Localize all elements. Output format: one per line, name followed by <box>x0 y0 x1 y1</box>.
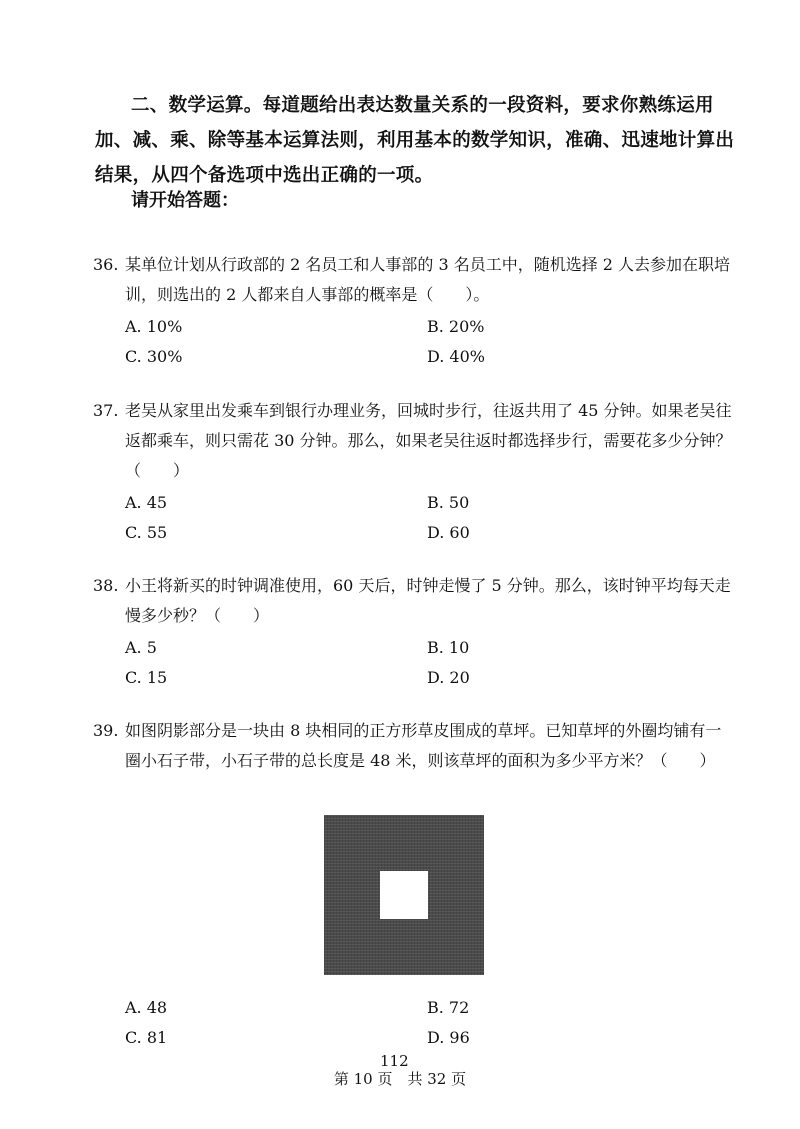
lawn-center-hole <box>380 871 428 919</box>
intro-paragraph: 二、数学运算。每道题给出表达数量关系的一段资料，要求你熟练运用加、减、乘、除等基本运算法则，利用基本的数学知识，准确、迅速地计算出结果，从四个备选项中选出正确的一项。 <box>95 95 735 186</box>
option-d[interactable]: D. 40% <box>427 347 485 366</box>
start-label: 请开始答题： <box>131 190 239 211</box>
option-a[interactable]: A. 48 <box>125 998 168 1017</box>
question-number: 38. <box>93 576 119 595</box>
page-footer: 第 10 页 共 32 页 <box>333 1070 467 1088</box>
option-b[interactable]: B. 50 <box>427 493 470 512</box>
question-36 <box>93 250 733 372</box>
question-39-options <box>93 993 733 1053</box>
page-number: 112 <box>380 1052 409 1070</box>
options <box>93 488 733 548</box>
question-number: 39. <box>93 721 119 740</box>
option-a[interactable]: A. 5 <box>125 638 157 657</box>
option-c[interactable]: C. 15 <box>125 668 168 687</box>
question-stem: 小王将新买的时钟调准使用，60 天后，时钟走慢了 5 分钟。那么，该时钟平均每天走慢多少秒？（ ） <box>125 576 731 625</box>
question-number: 36. <box>93 255 119 274</box>
question-stem: 某单位计划从行政部的 2 名员工和人事部的 3 名员工中，随机选择 2 人去参加在职培训，则选出的 2 人都来自人事部的概率是（ ）。 <box>125 255 731 304</box>
options <box>93 312 733 372</box>
question-37 <box>93 396 733 548</box>
lawn-figure <box>324 815 484 975</box>
option-d[interactable]: D. 60 <box>427 523 470 542</box>
option-a[interactable]: A. 45 <box>125 493 168 512</box>
option-b[interactable]: B. 72 <box>427 998 470 1017</box>
option-a[interactable]: A. 10% <box>125 317 183 336</box>
question-38 <box>93 571 733 693</box>
question-39 <box>93 716 733 776</box>
question-stem: 如图阴影部分是一块由 8 块相同的正方形草皮围成的草坪。已知草坪的外圈均铺有一圈小石子带，小石子带的总长度是 48 米，则该草坪的面积为多少平方米？（ ） <box>125 721 722 770</box>
options <box>93 993 733 1053</box>
option-b[interactable]: B. 10 <box>427 638 470 657</box>
options <box>93 633 733 693</box>
option-b[interactable]: B. 20% <box>427 317 485 336</box>
option-d[interactable]: D. 20 <box>427 668 470 687</box>
question-stem: 老吴从家里出发乘车到银行办理业务，回城时步行，往返共用了 45 分钟。如果老吴往返都乘车，则只需花 30 分钟。那么，如果老吴往返时都选择步行，需要花多少分钟？（ ） <box>125 401 732 480</box>
option-d[interactable]: D. 96 <box>427 1028 470 1047</box>
question-number: 37. <box>93 401 119 420</box>
option-c[interactable]: C. 55 <box>125 523 168 542</box>
option-c[interactable]: C. 30% <box>125 347 183 366</box>
option-c[interactable]: C. 81 <box>125 1028 168 1047</box>
